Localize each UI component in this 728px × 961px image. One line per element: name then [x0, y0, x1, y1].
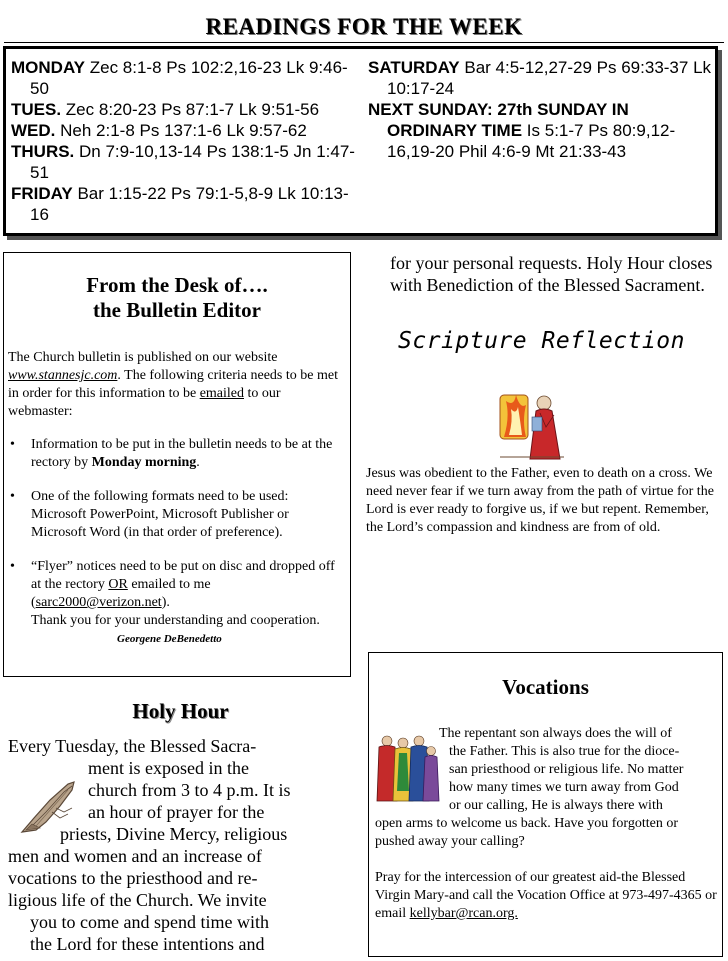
bullet-icon: •	[10, 559, 15, 574]
item-emphasis: Monday morning	[91, 455, 197, 470]
reading-day: SATURDAY	[368, 58, 460, 77]
praying-hands-icon	[16, 778, 88, 836]
reading-day: NEXT SUNDAY: 27th SUNDAY IN ORDINARY TIME	[368, 100, 629, 140]
list-item	[8, 436, 338, 472]
reading-citations: Zec 8:20-23 Ps 87:1-7 Lk 9:51-56	[65, 100, 320, 119]
title-divider	[4, 42, 724, 43]
item-text: One of the following formats need to be used: Microsoft PowerPoint, Microsoft Publisher or Microsoft Word (in that order of preference).	[31, 489, 289, 540]
editor-intro	[8, 349, 338, 421]
reading-citations: Zec 8:1-8 Ps 102:2,16-23 Lk 9:46-50	[30, 58, 348, 98]
holy-hour-line: an hour of prayer for the	[88, 802, 265, 822]
readings-box	[3, 46, 718, 236]
holy-hour-line: ligious life of the Church. We invite	[8, 890, 267, 910]
reading-entry	[11, 120, 365, 141]
intro-text: to our webmaster:	[8, 386, 281, 419]
bullet-icon: •	[10, 489, 15, 504]
vocations-line: san priesthood or religious life. No matter	[449, 762, 684, 777]
thanks-text: Thank you for your understanding and cooperation.	[31, 613, 320, 628]
holy-hour-line: vocations to the priesthood and re-	[8, 868, 258, 888]
reading-entry	[11, 141, 365, 183]
item-text: emailed to me (	[31, 577, 211, 610]
vocations-title: Vocations	[502, 675, 589, 699]
holy-hour-line: the Lord for these intentions and	[30, 934, 265, 954]
bullet-icon: •	[10, 437, 15, 452]
editor-heading	[4, 273, 350, 323]
vocations-line: how many times we turn away from God	[449, 780, 679, 795]
reading-entry	[368, 57, 713, 99]
reading-citations: Is 5:1-7 Ps 80:9,12-16,19-20 Phil 4:6-9 Mt 21:33-43	[387, 121, 676, 161]
item-emphasis: OR	[108, 577, 128, 592]
editor-body	[8, 349, 338, 648]
reading-entry	[11, 99, 365, 120]
editor-heading-line-2: the Bulletin Editor	[92, 298, 261, 322]
holy-hour-line: priests, Divine Mercy, religious	[60, 824, 288, 844]
holy-hour-line: church from 3 to 4 p.m. It is	[88, 780, 291, 800]
reading-day: TUES.	[11, 100, 62, 119]
holy-hour-line: you to come and spend time with	[30, 912, 269, 932]
holy-hour-line: men and women and an increase of	[8, 846, 262, 866]
emailed-word: emailed	[199, 386, 244, 401]
item-text: .	[196, 455, 200, 470]
reading-entry	[368, 99, 713, 162]
holy-hour-title: Holy Hour	[132, 699, 229, 723]
burning-bush-icon	[496, 387, 568, 463]
vocations-lines	[375, 725, 717, 815]
holy-hour-continued: for your personal requests. Holy Hour closes with Benediction of the Blessed Sacrament.	[390, 253, 713, 295]
holy-hour-body	[8, 735, 358, 955]
vocations-line: or our calling, He is always there with	[449, 798, 663, 813]
holy-hour-line: ment is exposed in the	[88, 758, 249, 778]
scripture-text: Jesus was obedient to the Father, even to death on a cross. We need never fear if we turn away from the path of virtue for the Lord is ever ready to forgive us, if we but repent. Remember, the Lord’s compassion and kindness are from of old.	[366, 466, 714, 535]
item-text: “Flyer” notices need to be put on disc and dropped off at the rectory	[31, 559, 335, 592]
reading-entry	[11, 57, 365, 99]
reading-citations: Dn 7:9-10,13-14 Ps 138:1-5 Jn 1:47-51	[30, 142, 355, 182]
reading-citations: Bar 1:15-22 Ps 79:1-5,8-9 Lk 10:13-16	[30, 184, 349, 224]
reading-day: FRIDAY	[11, 184, 73, 203]
intro-text: . The following criteria needs to be met in order for this information to be	[8, 368, 338, 401]
vocations-tail: open arms to welcome us back. Have you forgotten or pushed away your calling?	[375, 816, 678, 849]
list-item	[8, 488, 338, 542]
reading-citations: Neh 2:1-8 Ps 137:1-6 Lk 9:57-62	[60, 121, 307, 140]
vocations-line: the Father. This is also true for the dioce-	[449, 744, 680, 759]
reading-day: THURS.	[11, 142, 75, 161]
scripture-title: Scripture Reflection	[398, 328, 685, 354]
editor-heading-line-1: From the Desk of….	[86, 273, 268, 297]
reading-day: WED.	[11, 121, 56, 140]
vocations-email-link[interactable]: kellybar@rcan.org.	[409, 906, 518, 921]
vocations-box	[368, 652, 723, 957]
intro-text: The Church bulletin is published on our website	[8, 350, 278, 365]
list-item	[8, 558, 338, 648]
item-text: ).	[161, 595, 170, 610]
prayer-text: Pray for the intercession of our greatest aid-the Blessed Virgin Mary-and call the Vocation Office at 973-497-4365 or email	[375, 870, 717, 921]
reading-citations: Bar 4:5-12,27-29 Ps 69:33-37 Lk 10:17-24	[387, 58, 712, 98]
page-title: READINGS FOR THE WEEK	[205, 14, 523, 39]
reading-day: MONDAY	[11, 58, 85, 77]
vocations-prayer	[375, 869, 717, 923]
readings-right-column	[368, 57, 713, 162]
editor-box	[3, 252, 351, 677]
signature: Georgene DeBenedetto	[117, 633, 222, 645]
item-text: Information to be put in the bulletin needs to be at the rectory by	[31, 437, 333, 470]
readings-left-column	[11, 57, 365, 225]
vocations-body	[375, 725, 717, 923]
website-link[interactable]: www.stannesjc.com	[8, 368, 118, 383]
holy-hour-line: Every Tuesday, the Blessed Sacra-	[8, 736, 257, 756]
editor-email-link[interactable]: sarc2000@verizon.net	[35, 595, 162, 610]
vocations-line: The repentant son always does the will of	[439, 726, 672, 741]
reading-entry	[11, 183, 365, 225]
